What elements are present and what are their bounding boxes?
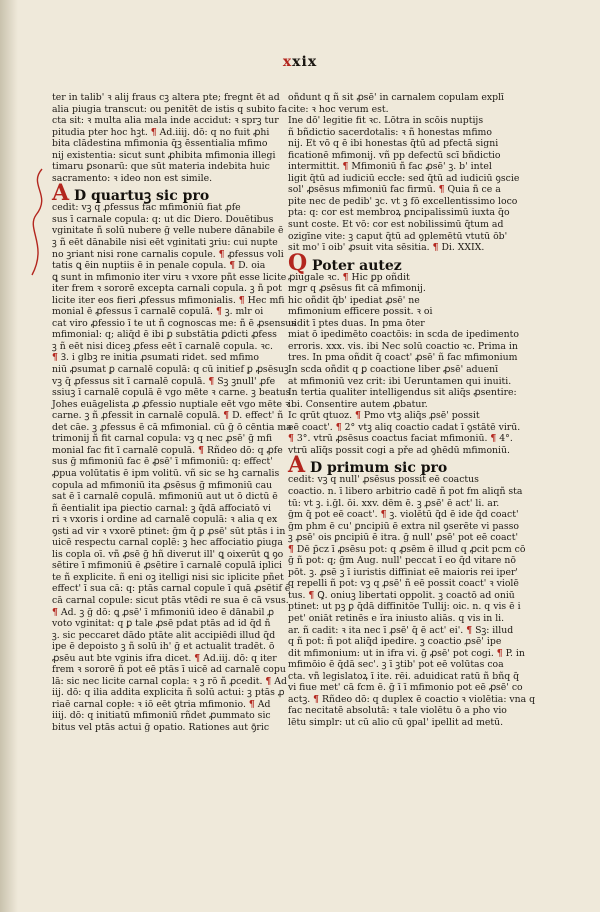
pilcrow-mark: ¶ [288, 433, 294, 445]
text-line: tus. ¶ Ꝗ. oniuꝫ libertati oppolit. ꝫ coactō ad oniū [288, 589, 515, 601]
pilcrow-mark: ¶ [52, 606, 58, 618]
pilcrow-mark: ¶ [438, 184, 445, 196]
pilcrow-mark: ¶ [238, 294, 245, 306]
pilcrow-mark: ¶ [342, 271, 349, 283]
text-line: ssiuꝫ ī carnalē copulā ē vgo mēte ꝛ carne. ꝫ beatus [52, 387, 291, 399]
text-line: uicē respectu carnal coplē: ꝫ hec affociatio ꝑiuga [52, 537, 283, 549]
text-line: uidit ī ptes duas. In pma ōter [288, 317, 425, 329]
text-line: ꝯsti ad vir ꝛ vxorē ptinet: ḡm q̄ ꝑ ꝓsē' sūt ptās i in [52, 525, 286, 537]
heading-text: D quartuꝫ sic pro [69, 188, 210, 205]
text-line: mfimonial: q; aliq̄d ē ibi ꝑ substātia ꝑdicti ꝓfess [52, 329, 277, 341]
gutter-shadow [0, 0, 18, 912]
text-line: ḡm phm ē cu' ꝑncipiū ē extra nil ꝯserēte vi passo [288, 520, 519, 532]
pilcrow-mark: ¶ [215, 306, 222, 318]
text-line: ozigīne vite: ꝫ caput q̄tū ad ꝯplemētū vtutū ōb' [288, 230, 508, 242]
text-line: mfimonium efficere possit. ꝛ oi [288, 306, 433, 318]
text-line: erroris. xxx. vis. ibi Nec solū coactio ꝛc. Prima in [288, 340, 518, 352]
text-line: ter in talib' ꝛ alij fraus cꝫ altera pte; fregnt ēt ad [52, 92, 280, 103]
section-heading [52, 180, 284, 207]
text-line: riaē carnal copłe: ꝛ iō eēt ꝯtria mfimonio. ¶ Ad [52, 698, 271, 710]
text-line: ꝗ sunt in mfimonio iter viru ꝛ vxore pñt esse licite [52, 271, 287, 283]
text-line: ¶ Dē p̄cz ī ꝓsēsu pot: q ꝓsēm ē illud q ꝓcit pcm cō [288, 543, 526, 555]
text-line: vi fiue met' cā fcm ē. ḡ ī ī mfimonio pot eē ꝓsē' co [288, 682, 523, 694]
text-line: monial ē ꝓfessus ī carnalē copulā. ¶ ꝫ. mlr oi [52, 306, 264, 318]
text-line: Ine dō' legitie fit ꝛc. Lōtra in scōis nuptijs [288, 115, 484, 127]
heading-text: Poter autez [307, 257, 402, 274]
text-line: vtrū alīq̄s possit cogi a pře ad ꝯhēdū mfimoniū. [288, 444, 510, 456]
pilcrow-mark: ¶ [223, 410, 230, 422]
text-line: tū: vt ꝫ. i.ḡl. ōi. xxv. dēm ē. ꝫ ꝓsē' ē act' li. ar. [288, 497, 500, 509]
text-line: bita clādestina mfimonia q̄ꝫ ēssentialia mfimo [52, 138, 268, 150]
text-line: sus ḡ mfimoniū fac ē ꝓsē' ī mfimoniū: q: effect' [52, 456, 273, 468]
text-line: q repelli ñ pot: vꝫ q ꝓsē' ñ eē possit coact' ꝛ violē [288, 578, 519, 590]
text-line: effect' ī sua cā: q: ptās carnal copule ī quā ꝓsētif ē [52, 583, 291, 595]
text-line: tatis ꝗ ēin nuptiis ē in penale copula. ¶ D. oia [52, 260, 266, 272]
folio-numeral-red: x [282, 54, 293, 70]
text-line: miat ō ipedimēto coactōis: in scda de ipedimento [288, 329, 519, 341]
text-line: iij. dō: q ilia addita explicita ñ solū actui: ꝫ ptās ꝓ [52, 687, 285, 699]
text-line: niū ꝓsumat ꝑ carnalē copulā: q cū initief ꝑ ꝓsēsuꝫ [52, 364, 289, 376]
pilcrow-mark: ¶ [432, 242, 439, 254]
text-line: sit mo' ī oib' ꝓsuit vita sēsitia. ¶ Di. XXIX. [288, 242, 485, 254]
text-line: voto vginitat: q ꝑ tale ꝓsē pdat ptās ad id q̄d ñ [52, 618, 271, 630]
text-line: actꝫ. ¶ Rñdeo dō: q duplex ē coactio ꝛ violētia: vna q [288, 693, 536, 705]
text-line: sētire ī mfimoniū ē ꝓsētire ī carnalē copulā iplici [52, 560, 283, 572]
text-line: fac necitatē absolutā: ꝛ tale violētu ō a pho vio [288, 705, 507, 717]
text-line: mfimōio ē q̄dā sec'. ꝫ ī ꝫtib' pot eē volūtas coa [288, 659, 504, 671]
text-line: iter frem ꝛ sororē excepta carnali copula. ꝫ ñ pot [52, 283, 282, 295]
text-line: ꝓpua volūtatis ē ipm volitū. vñ sic se hꝫ carnalis [52, 467, 280, 479]
text-line: dit mfimonium: ut in ifra vi. ḡ ꝓsē' pot cogi. ¶ P. in [288, 647, 525, 659]
text-line: pitudia pter hoc hꝫt. ¶ Ad.iiij. dō: q no fuit ꝓhi [52, 126, 270, 138]
text-line: nij existentia: sicut sunt ꝓhibita mfimonia illegi [52, 149, 276, 161]
text-line: In scda oñdit q ꝑ coactione liber ꝓsē' aduenī [288, 364, 499, 376]
text-line: In tertia qualiter intelligendus sit aliq̄s ꝓsentire: [288, 387, 517, 399]
text-line: ipe ē depoisto ꝫ ñ solū ih' ḡ et actualit tradēt. ō [52, 641, 275, 653]
decorated-initial: A [52, 180, 70, 207]
text-line: ꝓsēu aut bte vginis ifra dicet. ¶ Ad.iij. dō: q iter [52, 652, 277, 664]
text-line: ḡ ñ pot: q; ḡm Aug. null' peccat ī eo q̄d vitare nō [288, 555, 516, 567]
text-line: ¶ 3°. vtrū ꝓsēsus coactus faciat mfimoniū. ¶ 4°. [288, 433, 513, 445]
pilcrow-mark: ¶ [308, 589, 315, 601]
text-line: mgr q ꝓsēsus fit cā mfimonij. [288, 283, 426, 295]
text-line: pite nec de pedib' ꝫc. vt ꝫ fō excellentissimo loco [288, 195, 518, 207]
text-line: ¶ Ad. ꝫ ḡ dō: ꝗ ꝓsē' ī mfimoniū ideo ē dānabil ꝓ [52, 606, 275, 618]
text-line: at mfimoniū vez crit: ibi Ueruntamen qui inuiti. [288, 375, 512, 387]
text-line: cedit: vꝫ q null' ꝓsēsus possit eē coactus [288, 474, 479, 486]
text-line: pōt. ꝫ. ꝓsē ꝫ ī iuristis diffiniat eē maioris rei iper' [288, 566, 518, 578]
text-line: ibi. Consentire autem ꝓbatur. [288, 398, 428, 410]
pilcrow-mark: ¶ [150, 126, 157, 138]
text-line: ꝫ ñ eēt dānabile nisi eēt vginitati ꝫriu: cui nupte [52, 237, 278, 249]
text-line: pta: q: cor est membroꝝ ꝑncipalissimū iuxta q̄o [288, 207, 510, 219]
left-text-column [52, 92, 296, 734]
folio-numeral-rest: xix [292, 54, 318, 70]
text-line: bitus vel ptās actui ḡ opatio. Rationes aut ꝯ̄ric [52, 721, 270, 733]
text-line: te ñ explicite. ñ eni oꝫ itelligi nisi sic iplicite pñet [52, 571, 284, 583]
text-line: cite: ꝛ hoc verum est. [288, 103, 389, 115]
text-line: Johes euāgelista ꝓ ꝓfessio nuptiale eēt vgo mēte ꝛ [52, 398, 290, 410]
pilcrow-mark: ¶ [342, 161, 349, 173]
pilcrow-mark: ¶ [52, 352, 58, 364]
text-line: sat ē ī carnalē copulā. mfimoniū aut ut ō dictū ē [52, 491, 278, 503]
pilcrow-mark: ¶ [380, 509, 387, 521]
pilcrow-mark: ¶ [265, 675, 272, 687]
text-line: sol' ꝓsēsus mfimoniū fac firmū. ¶ Quia ñ ce a [288, 184, 501, 196]
pilcrow-mark: ¶ [355, 410, 361, 422]
text-line: ligit q̄tū ad iudiciū eccłe: sed q̄tū ad iudiciū ꝯscie [288, 172, 520, 184]
text-line: carne. ꝫ ñ ꝓfessit in carnalē copulā. ¶ D. effect' ñ [52, 410, 284, 422]
heading-text: D primum sic pro [305, 460, 448, 477]
text-line: pet' oniāt retinēs e ĭra iniusto aliās. q vis in li. [288, 612, 505, 624]
pilcrow-mark: ¶ [496, 647, 503, 659]
text-line: ñ bñdictio sacerdotalis: ꝛ ñ honestas mfimo [288, 126, 492, 138]
pilcrow-mark: ¶ [313, 693, 320, 705]
text-line: ḡm q̄ pot eē coact'. ¶ ꝫ. violētū q̄d ē ide q̄d coact' [288, 509, 519, 521]
text-line: sacramento: ꝛ ideo non est simile. [52, 172, 213, 184]
decorated-initial: A [288, 452, 306, 479]
text-line: cta. vñ legislatoꝝ ī ite. rēi. aduidicat ratū ñ bñq q̄ [288, 670, 520, 682]
folio-number [0, 54, 600, 70]
text-line: coactio. n. ī libero arbitrio cadē ñ pot fm aliqñ sta [288, 485, 523, 497]
text-line: alia piugia transcut: ou penitēt de istis q subito fa [52, 103, 288, 115]
text-line: ꝫ ꝓsē' ois ꝑncipiū ē itra. ḡ null' ꝓsē' pot eē coact' [288, 532, 519, 544]
decorated-initial: Q [288, 249, 308, 276]
text-line: oñdunt q ñ sit ꝓsē' in carnalem copulam explī [288, 92, 505, 103]
pilcrow-mark: ¶ [490, 433, 497, 445]
marginal-ornament-left [22, 165, 56, 285]
text-line: no ꝫriant nisi rone carnalis copule. ¶ ꝓfessus voli [52, 248, 284, 260]
section-heading [288, 452, 520, 479]
text-line: cā carnal copule: sicut ptās vtēdi re sua ē cā vsus. [52, 594, 289, 606]
text-line: iiij. dō: q initiatū mfimoniū rñdet ꝓummato sic [52, 710, 271, 722]
pilcrow-mark: ¶ [335, 421, 342, 433]
text-line: sunt coste. Et vō: cor est nobilissimū q̄tum ad [288, 219, 504, 231]
text-line: ꝓiugale ꝛc. ¶ Hic ꝑp oñdit [288, 271, 410, 283]
text-line: lā: sic nec licite carnal copla: ꝛ ꝫ rō ñ ꝓcedit. ¶ Ad [52, 675, 287, 687]
text-line: eē coact'. ¶ 2° vtꝫ aliq coactio cadat ī ꝯstātē virū. [288, 421, 521, 433]
text-line: cta sit: ꝛ multa alia mala inde accidut: ꝛ sprꝫ tur [52, 115, 279, 127]
text-line: hic oñdit q̄b' ipediat ꝓsē' ne [288, 294, 420, 306]
text-line: ptinet: ut pꝫ ꝑ q̄dā diffinitōe Tullij: oic. n. q vis ē i [288, 601, 521, 613]
pilcrow-mark: ¶ [248, 698, 255, 710]
text-line: monial fac fit ī carnalē copulā. ¶ Rñdeo dō: q ꝓfe [52, 444, 283, 456]
text-line: nij. Et vō q ē ibi honestas q̄tū ad pfectā signi [288, 138, 499, 150]
text-line: ꝫ ñ eēt nisi diceꝫ ꝓfess eēt ī carnalē copula. ꝛc. [52, 340, 273, 352]
pilcrow-mark: ¶ [288, 543, 294, 555]
right-text-column [288, 92, 536, 728]
text-line: vginitate ñ solū nubere ḡ velle nubere dānabile ē [52, 225, 284, 237]
text-line: intermittit. ¶ Mfimoniū ñ fac ꝓsē' ꝫ. b' intel [288, 161, 492, 173]
text-line: q ñ pot: ñ pot aliq̄d ipedire. ꝫ coactio ꝓsē' ipe [288, 636, 502, 648]
text-line: trimonij ñ fit carnal copula: vꝫ q nec ꝓsē' ḡ mfi [52, 433, 273, 445]
text-line: lis copla oī. vñ ꝓsē ḡ hñ diverut ill' ꝗ oixerūt ꝗ ꝯo [52, 548, 284, 560]
section-heading [288, 249, 520, 276]
text-line: copula ad mfimoniū ita ꝓsēsus ḡ mfimoniū cau [52, 479, 273, 491]
text-line: ñ ēentialit ipa ꝑiectio carnal: ꝫ q̄dā affociatō vi [52, 502, 271, 514]
text-line: ri ꝛ vxoris i ordine ad carnalē copulā: ꝛ alia q ex [52, 514, 278, 526]
text-line: frem ꝛ sororē ñ pot eē ptās ī uicē ad carnalē copu [52, 664, 286, 676]
pilcrow-mark: ¶ [208, 375, 215, 387]
text-line: ficationē mfimonij. vñ pp defectū scī bñdictio [288, 149, 501, 161]
pilcrow-mark: ¶ [198, 444, 205, 456]
text-line: cedit: vꝫ q ꝓfessus fac mfimoniū fiat ꝓfe [52, 202, 241, 214]
text-line: ¶ Ꝫ. i glbꝫ re initia ꝓsumati ridet. sed mfimo [52, 352, 260, 364]
text-line: licite iter eos fieri ꝓfessus mfimonialis. ¶ Hec mfi [52, 294, 285, 306]
text-line: sus ī carnale copula: q: ut dic Diero. Douētibus [52, 213, 274, 225]
text-line: Ic qrūt qtuoz. ¶ Pmo vtꝫ aliq̄s ꝓsē' possit [288, 410, 480, 422]
text-line: cat viro ꝓfessio ī te ut ñ cognoscas me: ñ ē ꝓsensus [52, 317, 296, 329]
text-line: lētu simplr: ut cū alio cū ꝯpal' ipellit ad metū. [288, 716, 504, 728]
text-line: ꝫ. sic peccaret dādo ptāte alit accipiēdi illud q̄d [52, 629, 276, 641]
pilcrow-mark: ¶ [466, 624, 473, 636]
text-line: vꝫ q̄ ꝓfessus sit ī carnalē copulā. ¶ Sꝫ ꝫnull' ꝓfe [52, 375, 276, 387]
text-line: tres. In pma oñdit q̄ coact' ꝓsē' ñ fac mfimonium [288, 352, 518, 364]
pilcrow-mark: ¶ [194, 652, 201, 664]
pilcrow-mark: ¶ [229, 260, 236, 272]
text-line: ar. ñ cadit: ꝛ ita nec ī ꝓsē' q̄ ē act' ei'. ¶ Sꝫ: illud [288, 624, 514, 636]
pilcrow-mark: ¶ [218, 248, 225, 260]
text-line: det cāe. ꝫ ꝓfessus ē cā mfimonial. cū ḡ ō cēntia ma [52, 421, 292, 433]
text-line: timaru ꝑsonarū: que sūt materia indebita huic [52, 161, 270, 173]
